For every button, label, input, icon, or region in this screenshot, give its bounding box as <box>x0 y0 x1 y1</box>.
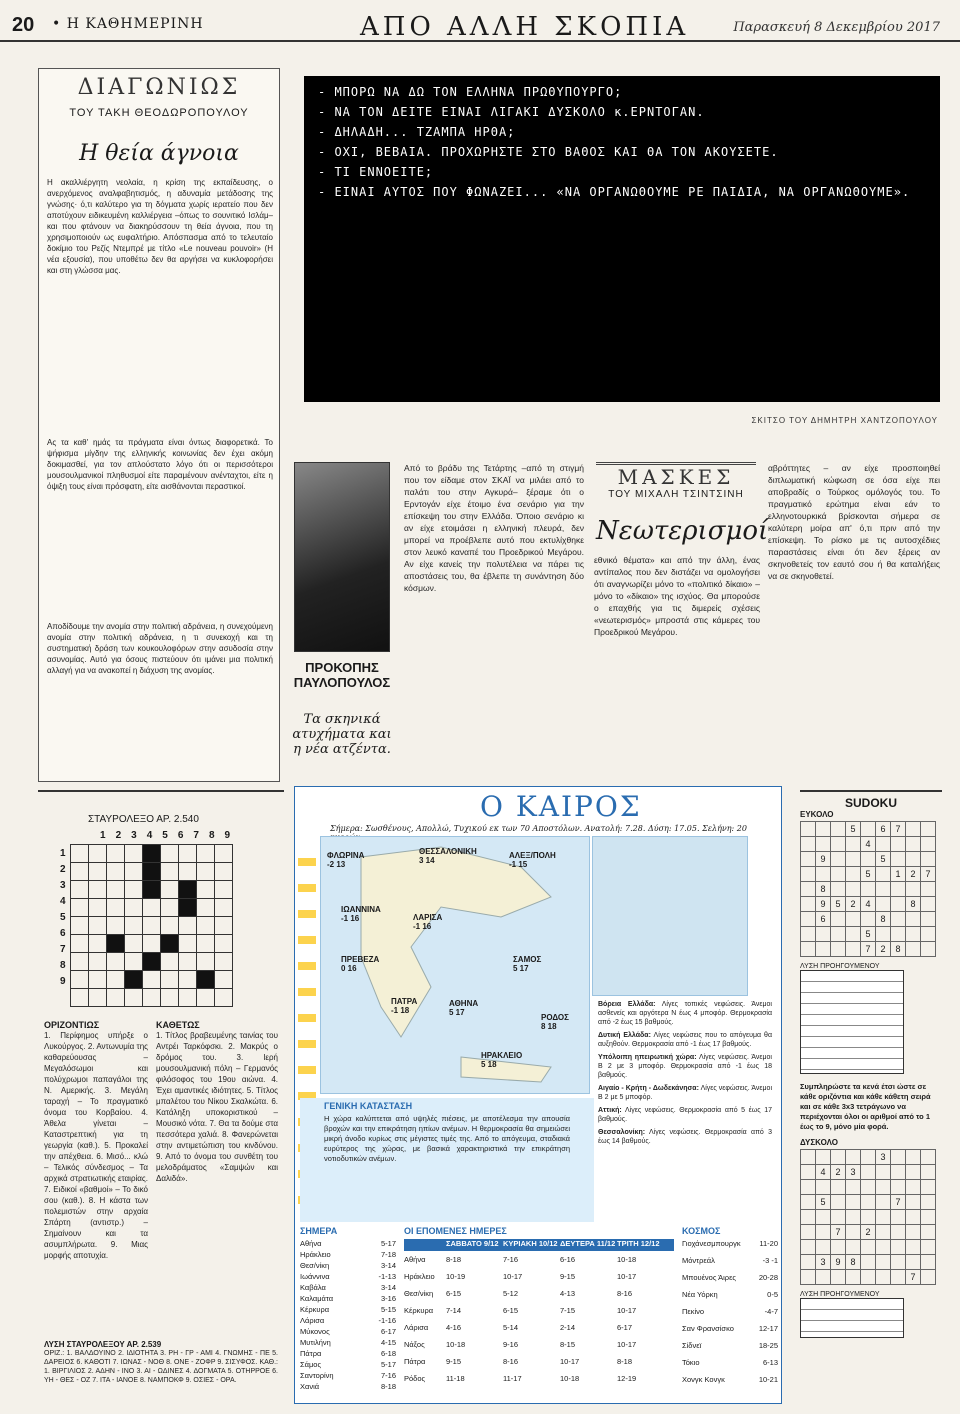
sudoku-cell[interactable] <box>816 927 831 942</box>
sudoku-cell[interactable] <box>906 942 921 957</box>
page-number: 20 <box>12 14 35 36</box>
sudoku-cell[interactable] <box>906 852 921 867</box>
sudoku-cell[interactable]: 9 <box>831 1255 846 1270</box>
sudoku-cell[interactable] <box>861 1165 876 1180</box>
sudoku-easy-label: ΕΥΚΟΛΟ <box>800 810 834 819</box>
sudoku-cell[interactable] <box>816 822 831 837</box>
col-number: 2 <box>115 830 122 841</box>
sudoku-cell[interactable] <box>891 1240 906 1255</box>
sudoku-cell[interactable] <box>801 1195 816 1210</box>
sudoku-cell[interactable] <box>846 882 861 897</box>
sudoku-cell[interactable] <box>876 1255 891 1270</box>
sudoku-cell[interactable] <box>891 897 906 912</box>
sudoku-cell[interactable] <box>831 1270 846 1285</box>
sudoku-cell[interactable] <box>891 837 906 852</box>
row-number: 8 <box>60 960 66 971</box>
sudoku-cell[interactable] <box>891 912 906 927</box>
sudoku-cell[interactable] <box>801 822 816 837</box>
sudoku-cell[interactable] <box>921 1255 936 1270</box>
sudoku-cell[interactable] <box>831 837 846 852</box>
crossword-solution <box>44 1340 278 1385</box>
col-number: 8 <box>208 830 215 841</box>
sudoku-cell[interactable]: 5 <box>831 897 846 912</box>
clues-across <box>44 1020 148 1336</box>
sudoku-cell[interactable] <box>876 1270 891 1285</box>
sudoku-cell[interactable] <box>801 852 816 867</box>
sudoku-cell[interactable]: 8 <box>816 882 831 897</box>
next-days-row: Αθήνα 8-18 7-16 6-16 10-18 <box>404 1255 637 1264</box>
sudoku-cell[interactable] <box>801 867 816 882</box>
world-heading: ΚΟΣΜΟΣ <box>682 1226 721 1236</box>
sudoku-cell[interactable] <box>831 852 846 867</box>
map-city: ΙΩΑΝΝΙΝΑ -1 16 <box>341 905 381 923</box>
sudoku-cell[interactable] <box>801 882 816 897</box>
sudoku-cell[interactable] <box>816 1225 831 1240</box>
map-city: ΑΛΕΞ/ΠΟΛΗ -1 15 <box>509 851 556 869</box>
sudoku-cell[interactable] <box>891 1180 906 1195</box>
sudoku-cell[interactable] <box>921 1270 936 1285</box>
sudoku-cell[interactable] <box>861 882 876 897</box>
sudoku-cell[interactable] <box>801 837 816 852</box>
regional-forecasts <box>598 1000 772 1220</box>
sudoku-cell[interactable] <box>831 942 846 957</box>
world-table <box>682 1226 778 1392</box>
sudoku-cell[interactable] <box>801 942 816 957</box>
sudoku-cell[interactable]: 8 <box>906 897 921 912</box>
sudoku-cell[interactable] <box>831 1195 846 1210</box>
sudoku-prev2-label: ΛΥΣΗ ΠΡΟΗΓΟΥΜΕΝΟΥ <box>800 1291 880 1298</box>
sudoku-cell[interactable] <box>921 1240 936 1255</box>
today-row: Καβάλα 3-14 <box>300 1283 396 1292</box>
next-days-row: Ρόδος 11-18 11-17 10-18 12-19 <box>404 1374 637 1383</box>
row-number: 2 <box>60 864 66 875</box>
sudoku-cell[interactable] <box>861 912 876 927</box>
sudoku-cell[interactable] <box>876 1180 891 1195</box>
sudoku-cell[interactable]: 2 <box>846 897 861 912</box>
crossword-title: ΣΤΑΥΡΟΛΕΞΟ ΑΡ. 2.540 <box>88 814 199 825</box>
row-number: 1 <box>60 848 66 859</box>
sudoku-cell[interactable] <box>891 882 906 897</box>
sudoku-cell[interactable] <box>831 1150 846 1165</box>
column-diagonios <box>38 68 280 782</box>
sudoku-cell[interactable] <box>906 1195 921 1210</box>
sudoku-cell[interactable] <box>846 1270 861 1285</box>
sudoku-cell[interactable] <box>816 942 831 957</box>
sudoku-cell[interactable] <box>846 1180 861 1195</box>
sudoku-cell[interactable] <box>801 1255 816 1270</box>
sudoku-cell[interactable] <box>921 912 936 927</box>
sudoku-cell[interactable] <box>906 1180 921 1195</box>
today-row: Καλαμάτα 3-16 <box>300 1294 396 1303</box>
sudoku-cell[interactable] <box>876 882 891 897</box>
clues-down-text: 1. Τίτλος βραβευμένης ταινίας του Αντρέι Ταρκόφσκι. 2. Μακρύς ο δρόμος του. 3. Ιερή μουσουλμανική πόλη – Γερμανός φιλόσοφος του 19ου αιώνα. 4. Έχει αμαντικές ιδιότητες. 5. Τίτλος μπαλέτου του Νίκου Σκαλκώτα. 6. Κατάληξη υποκοριστικού – Μουσικό νότα. 7. Θα τα δούμε στα πεσσότερα χαλιά. 8. Φανερώνεται στην αντιμετώπιση του κινδύνου. 9. Από το όνομα του συνθέτη του μελοδράματος «Σαμψών και Δαλιδά». <box>156 1031 278 1183</box>
sudoku-cell[interactable] <box>801 1150 816 1165</box>
sudoku-cell[interactable] <box>801 1210 816 1225</box>
cartoon-line: - ΔΗΛΑΔΗ... ΤΖΑΜΠΑ ΗΡΘΑ; <box>318 125 516 139</box>
today-heading: ΣΗΜΕΡΑ <box>300 1226 338 1236</box>
sudoku-cell[interactable] <box>891 1255 906 1270</box>
sudoku-cell[interactable] <box>816 867 831 882</box>
sudoku-hard-grid[interactable] <box>800 1149 936 1285</box>
row-number: 5 <box>60 912 66 923</box>
sudoku-cell[interactable] <box>846 837 861 852</box>
sudoku-cell[interactable] <box>921 1180 936 1195</box>
sudoku-cell[interactable] <box>846 867 861 882</box>
map-city: ΡΟΔΟΣ 8 18 <box>541 1013 569 1031</box>
weather-title: Ο ΚΑΙΡΟΣ <box>480 790 642 823</box>
world-row: Τόκιο 6-13 <box>682 1358 778 1367</box>
sudoku-cell[interactable] <box>906 1150 921 1165</box>
sudoku-cell[interactable]: 6 <box>876 822 891 837</box>
row-number: 7 <box>60 944 66 955</box>
world-row: Σίδνεϊ 18-25 <box>682 1341 778 1350</box>
sudoku-cell[interactable] <box>891 927 906 942</box>
next-days-row: Ηράκλειο 10-19 10-17 9-15 10-17 <box>404 1272 637 1281</box>
sudoku-title: SUDOKU <box>844 796 897 810</box>
sudoku-cell[interactable]: 4 <box>861 837 876 852</box>
sudoku-cell[interactable] <box>891 1270 906 1285</box>
today-row: Λάρισα -1-16 <box>300 1316 396 1325</box>
sudoku-cell[interactable] <box>891 852 906 867</box>
col-number: 6 <box>177 830 184 841</box>
sudoku-cell[interactable] <box>801 927 816 942</box>
crossword-box <box>38 790 284 1406</box>
today-table <box>300 1226 396 1393</box>
col-number: 5 <box>162 830 168 841</box>
general-outlook-text: Η χώρα καλύπτεται από υψηλές πιέσεις, με αποτέλεσμα την απουσία βροχών και την επικράτηση ηπίων ανέμων. Η θερμοκρασία θα σημειώσει μικρή άνοδο κυρίως στις μέγιστες τιμές της. Από το απόγευμα, σταδιακά ευρύτερος της χώρας, με βασικά χαρακτηριστικά την επικράτηση νοτιοδυτικών ανέμων. <box>324 1114 570 1163</box>
solution-text: ΟΡΙΖ.: 1. ΒΑΛΔΟΥΙΝΟ 2. ΙΔΙΟΤΗΤΑ 3. ΡΗ - ΓΡ - ΑΜΙ 4. ΓΝΩΜΗΣ - ΠΕ 5. ΔΑΡΕΙΟΣ 6. ΚΑΘΟΤΙ 7. ΙΩΝΑΣ - ΝΟΘ 8. ΟΝΕ - ΖΟΦΡ 9. ΣΙΣΥΦΟΣ. ΚΑΘ.: 1. ΒΙΡΓΙΛΙΟΣ 2. ΑΔΗΝ - ΙΝΟ 3. ΑΙ - ΩΔΙΝΕΣ 4. ΔΟΓΜΑΤΑ 5. ΟΤΗΡΡΟΕ 6. ΥΗ - ΘΕΣ - ΟΖ 7. ΙΤΑ - ΙΑΝΟΕ 8. ΝΑΜΠΟΚΦ 9. ΟΣΙΕΣ - ΟΡΑ. <box>44 1350 278 1384</box>
sudoku-cell[interactable] <box>801 1180 816 1195</box>
regional-forecast: Αττική: Λίγες νεφώσεις. Θερμοκρασία από 5 έως 17 βαθμούς. <box>598 1107 772 1123</box>
col-number: 1 <box>100 830 106 841</box>
sudoku-cell[interactable] <box>861 1150 876 1165</box>
sudoku-cell[interactable]: 5 <box>876 852 891 867</box>
article-paragraph: Αποδίδουμε την ανομία στην πολιτική αδράνεια, η συνεχούμενη ανομία στην πολιτική αδράνεια, η τι συνεκοχή και τη συστηματική δράση των κουκουλοφόρων στην ασυδοσία στην ασυνομίας. Αυτό για όσους πιστεύουν ότι ιμάνει μια πολιτική αλλαγή για να ανακοπεί η διάχυση της ανομίας. <box>47 622 273 675</box>
sudoku-cell[interactable] <box>816 1270 831 1285</box>
map-city: ΠΡΕΒΕΖΑ 0 16 <box>341 955 380 973</box>
sudoku-cell[interactable]: 5 <box>861 927 876 942</box>
profile-name <box>292 660 392 690</box>
sudoku-cell[interactable] <box>906 1240 921 1255</box>
sudoku-cell[interactable] <box>906 912 921 927</box>
sudoku-cell[interactable] <box>906 882 921 897</box>
sudoku-cell[interactable] <box>861 1255 876 1270</box>
sudoku-cell[interactable] <box>876 927 891 942</box>
sudoku-rule: Συμπληρώστε τα κενά έτσι ώστε σε κάθε οριζόντια και κάθε κάθετη σειρά και σε κάθε 3x3 τετράγωνο να περιέχονται όλοι οι αριθμοί από το 1 έως το 9, μόνο μία φορά. <box>800 1082 931 1131</box>
sudoku-cell[interactable] <box>846 912 861 927</box>
sudoku-cell[interactable] <box>906 822 921 837</box>
general-outlook-heading: ΓΕΝΙΚΗ ΚΑΤΑΣΤΑΣΗ <box>324 1101 413 1111</box>
sudoku-cell[interactable]: 9 <box>816 897 831 912</box>
sudoku-cell[interactable] <box>921 1165 936 1180</box>
sudoku-cell[interactable] <box>891 1165 906 1180</box>
next-days-row: Θεσ/νίκη 6-15 5-12 4-13 8-16 <box>404 1289 633 1298</box>
sudoku-cell[interactable] <box>921 897 936 912</box>
sudoku-cell[interactable] <box>906 1255 921 1270</box>
sudoku-cell[interactable] <box>876 1165 891 1180</box>
sudoku-prev-label: ΛΥΣΗ ΠΡΟΗΓΟΥΜΕΝΟΥ <box>800 963 880 970</box>
weather-today-info: Σήμερα: Σωσθένους, Απολλώ, Τυχικού εκ των 70 Αποστόλων. Ανατολή: 7.28. Δύση: 17.05. Σελήνη: 20 <box>330 824 747 833</box>
sudoku-cell[interactable] <box>921 942 936 957</box>
profile-subtitle: Τα σκηνικά ατυχήματα και η νέα ατζέντα. <box>292 712 392 757</box>
world-row: Σαν Φρανσίσκο 12-17 <box>682 1324 778 1333</box>
world-row: Χονγκ Κονγκ 10-21 <box>682 1375 778 1384</box>
sudoku-cell[interactable] <box>876 1240 891 1255</box>
sudoku-cell[interactable] <box>861 822 876 837</box>
cartoon-line: - ΟΧΙ, ΒΕΒΑΙΑ. ΠΡΟΧΩΡΗΣΤΕ ΣΤΟ ΒΑΘΟΣ ΚΑΙ ΘΑ ΤΟΝ ΑΚΟΥΣΕΤΕ. <box>318 145 779 159</box>
next-days-row: Κέρκυρα 7-14 6-15 7-15 10-17 <box>404 1306 637 1315</box>
next-days-row: Λάρισα 4-16 5-14 2-14 6-17 <box>404 1323 633 1332</box>
section-title: ΑΠΟ ΑΛΛΗ ΣΚΟΠΙΑ <box>360 12 690 42</box>
sudoku-cell[interactable] <box>906 837 921 852</box>
map-city: ΛΑΡΙΣΑ -1 16 <box>413 913 443 931</box>
sudoku-cell[interactable]: 7 <box>921 867 936 882</box>
map-city: ΗΡΑΚΛΕΙΟ 5 18 <box>481 1051 523 1069</box>
sudoku-cell[interactable] <box>921 822 936 837</box>
today-row: Ηράκλειο 7-18 <box>300 1250 396 1259</box>
sudoku-cell[interactable] <box>801 897 816 912</box>
today-row: Ιωάννινα -1-13 <box>300 1272 396 1281</box>
map-city: ΣΑΜΟΣ 5 17 <box>513 955 542 973</box>
sudoku-cell[interactable]: 7 <box>891 1195 906 1210</box>
next-days-row: Πάτρα 9-15 8-16 10-17 8-18 <box>404 1357 633 1366</box>
sudoku-cell[interactable] <box>816 1150 831 1165</box>
cartoon-line: - ΕΙΝΑΙ ΑΥΤΟΣ ΠΟΥ ΦΩΝΑΖΕΙ... «ΝΑ ΟΡΓΑΝΩΘΟΥΜΕ ΡΕ ΠΑΙΔΙΑ, ΝΑ ΟΡΓΑΝΩΘΟΥΜΕ». <box>318 185 911 199</box>
sudoku-cell[interactable] <box>891 1150 906 1165</box>
profile-name-last: ΠΑΥΛΟΠΟΥΛΟΣ <box>293 675 391 690</box>
sudoku-cell[interactable]: 3 <box>876 1150 891 1165</box>
clues-down-heading: ΚΑΘΕΤΩΣ <box>156 1020 200 1030</box>
row-number: 4 <box>60 896 66 907</box>
sudoku-cell[interactable] <box>816 1210 831 1225</box>
sudoku-prev2-grid <box>800 1298 904 1338</box>
map-city: ΑΘΗΝΑ 5 17 <box>449 999 479 1017</box>
col-number: 3 <box>131 830 137 841</box>
sudoku-cell[interactable]: 7 <box>891 822 906 837</box>
sudoku-hard-label: ΔΥΣΚΟΛΟ <box>800 1138 838 1147</box>
sudoku-cell[interactable] <box>846 1150 861 1165</box>
sudoku-cell[interactable]: 7 <box>831 1225 846 1240</box>
masks-title: Νεωτερισμοί <box>596 516 769 546</box>
cartoon-panel <box>304 76 940 402</box>
sudoku-cell[interactable] <box>921 1150 936 1165</box>
sudoku-cell[interactable] <box>831 1240 846 1255</box>
cartoon-line: - ΤΙ ΕΝΝΟΕΙΤΕ; <box>318 165 434 179</box>
crossword-col-numbers <box>100 830 230 841</box>
sudoku-cell[interactable]: 8 <box>846 1255 861 1270</box>
regional-forecast: Αιγαίο - Κρήτη - Δωδεκάνησα: Λίγες νεφώσεις. Άνεμοι Β 2 με 5 μποφόρ. <box>598 1085 772 1101</box>
crossword-row-numbers <box>60 848 66 987</box>
sudoku-cell[interactable] <box>831 882 846 897</box>
sudoku-cell[interactable] <box>861 1240 876 1255</box>
sudoku-cell[interactable] <box>861 1270 876 1285</box>
row-number: 9 <box>60 976 66 987</box>
sudoku-cell[interactable] <box>831 912 846 927</box>
sudoku-cell[interactable] <box>861 1195 876 1210</box>
sudoku-cell[interactable]: 5 <box>816 1195 831 1210</box>
next-days-heading: ΟΙ ΕΠΟΜΕΝΕΣ ΗΜΕΡΕΣ <box>404 1226 507 1236</box>
newspaper-name: • Η ΚΑΘΗΜΕΡΙΝΗ <box>52 16 204 32</box>
col-number: 4 <box>146 830 153 841</box>
regional-forecast: Υπόλοιπη ηπειρωτική χώρα: Λίγες νεφώσεις. Άνεμοι Β 2 με 3 μποφόρ. Θερμοκρασία από -1 έως 18 βαθμούς. <box>598 1054 772 1079</box>
masks-text: αβρόττητες – αν είχε προσποιηθεί διπλωματική κώφωση σε όσα είχε πει αποβραδίς ο Τούρκος ομόλογός του. Το πραγματικό ερώτημα είναι εάν το ελληνοτουρκικά βρίσκονται σήμερα σε καλύτερη μοίρα απ' ό,τι πριν από την επίσκεψη. Το ρίσκο με τις αυτοσχέδιες παραστάσεις είναι ότι δεν ξέρεις αν σκηνοθετείς τον εαυτό σου ή θα καταλήξεις να σε σκηνοθετεί. <box>768 463 940 581</box>
next-days-header-row: ΣΑΒΒΑΤΟ 9/12 ΚΥΡΙΑΚΗ 10/12 ΔΕΥΤΕΡΑ 11/12 ΤΡΙΤΗ 12/12 <box>404 1239 674 1251</box>
cartoon-line: - ΜΠΟΡΩ ΝΑ ΔΩ ΤΟΝ ΕΛΛΗΝΑ ΠΡΩΘΥΠΟΥΡΓΟ; <box>318 85 623 99</box>
sudoku-cell[interactable] <box>861 852 876 867</box>
crossword-grid[interactable] <box>70 844 233 1007</box>
cartoon-credit: ΣΚΙΤΣΟ ΤΟΥ ΔΗΜΗΤΡΗ ΧΑΝΤΖΟΠΟΥΛΟΥ <box>751 416 938 425</box>
article-title: Η θεία άγνοια <box>79 141 239 166</box>
today-row: Μύκονος 6-17 <box>300 1327 396 1336</box>
article-paragraph: Ας τα καθ' ημάς τα πράγματα είναι όντως διαφορετικά. Το ψήφισμα μίγδην της ελληνικής κοινωνίας δεν έχει ακόμη δοκιμασθεί, για τον απλούστατο λόγο ότι οι περισσότεροι μουσουλμανικοί πληθυσμοί είτε παραμένουν ανένταχτοι, είτε η όψιξη τους είναι πρόσφατη, είτε αισθάνονται περαστικοί. <box>47 438 273 491</box>
sudoku-cell[interactable] <box>831 927 846 942</box>
world-row: Πεκίνο -4-7 <box>682 1307 778 1316</box>
sudoku-cell[interactable] <box>801 1225 816 1240</box>
sudoku-cell[interactable]: 4 <box>816 1165 831 1180</box>
sudoku-cell[interactable] <box>876 1195 891 1210</box>
sudoku-cell[interactable] <box>921 882 936 897</box>
europe-map <box>592 836 748 996</box>
sudoku-cell[interactable] <box>861 1180 876 1195</box>
clues-across-text: 1. Περίφημος υπήρξε ο Λυκούργος. 2. Αντωνυμία της καθαρεύουσας – Μεγαλόσωμοι και πολύχρωμοι παπαγάλοι της Ν. Αμερικής. 3. Μεγάλη ταραχή – Το πραγματικό όνομα του Κορβαίου. 4. Άθελα γίνεται – Καταστρεπτική για τη γεωργία (καθ.). 5. Προκαλεί την απέχθεια. 6. Μισό... κλώ – Τελικός σύνδεσμος – Τα αρχικά στρατιωτικής εταιρίας. 7. Ειδικοί «βαθμοί» – Το δικό σου (καθ.). 8. Η κάστα των πολεμιστών στην αρχαία Σπάρτη (αντιστρ.) – Σημαίνουν και τα ασυμπλήρωτα. 9. Μιας μορφής αποτυχία. <box>44 1031 148 1260</box>
sudoku-cell[interactable]: 1 <box>891 867 906 882</box>
general-outlook <box>300 1098 594 1222</box>
greece-map <box>320 836 590 1094</box>
today-row: Χανιά 8-18 <box>300 1382 396 1391</box>
row-number: 3 <box>60 880 66 891</box>
sudoku-cell[interactable] <box>831 1210 846 1225</box>
sudoku-cell[interactable] <box>921 1195 936 1210</box>
sudoku-cell[interactable]: 5 <box>846 822 861 837</box>
masks-kicker: ΜΑΣΚΕΣ <box>617 465 735 489</box>
map-city: ΘΕΣΣΑΛΟΝΙΚΗ 3 14 <box>419 847 477 865</box>
sudoku-cell[interactable] <box>831 1180 846 1195</box>
sudoku-cell[interactable] <box>921 1225 936 1240</box>
sudoku-cell[interactable] <box>906 1210 921 1225</box>
sudoku-cell[interactable] <box>816 1240 831 1255</box>
sudoku-cell[interactable] <box>906 1225 921 1240</box>
sudoku-cell[interactable] <box>876 1225 891 1240</box>
sudoku-cell[interactable] <box>801 912 816 927</box>
column-byline: ΤΟΥ ΤΑΚΗ ΘΕΟΔΩΡΟΠΟΥΛΟΥ <box>69 107 249 119</box>
regional-forecast: Δυτική Ελλάδα: Λίγες νεφώσεις που το απόγευμα θα αυξηθούν. Θερμοκρασία από -1 έως 17 βαθμούς. <box>598 1032 772 1048</box>
clues-across-heading: ΟΡΙΖΟΝΤΙΩΣ <box>44 1020 100 1030</box>
today-row: Πάτρα 6-18 <box>300 1349 396 1358</box>
sudoku-cell[interactable] <box>846 927 861 942</box>
article-paragraph: Η ακαλλιέργητη νεολαία, η κρίση της εκπαίδευσης, ο ανερχόμενος αναλφαβητισμός, η αδυναμία μετάδοσης της γνώσης· ό,τι καλύτερο για τη δόγματα χωρίς ιερατείο που δεν αποτύχουν ειδικευμένη καλλιέργεια –όπως το σουνιτικό Ισλάμ– και που φτάνουν να διακηρύσσουν τη θεία άγνοια, που τη χρησιμοποιούν ως ευφαλτήριο. Απόσπασμα από το τελευταίο δοκίμιο του Ρεζίς Ντεμπρέ με τίτλο «Le nouveau pouvoir» (Η νέα εξουσία), που υποθέτω δεν θα αργήσει να κυκλοφορήσει και στη γλώσσα μας. <box>47 178 273 275</box>
sudoku-cell[interactable]: 2 <box>906 867 921 882</box>
sudoku-cell[interactable]: 2 <box>876 942 891 957</box>
masks-header <box>596 462 756 512</box>
today-row: Σάμος 5-17 <box>300 1360 396 1369</box>
sudoku-cell[interactable] <box>846 1225 861 1240</box>
sudoku-cell[interactable] <box>846 942 861 957</box>
sudoku-cell[interactable]: 8 <box>891 942 906 957</box>
sudoku-cell[interactable] <box>801 1240 816 1255</box>
cartoon-line: - ΝΑ ΤΟΝ ΔΕΙΤΕ ΕΙΝΑΙ ΛΙΓΑΚΙ ΔΥΣΚΟΛΟ κ.ΕΡΝΤΟΓΑΝ. <box>318 105 705 119</box>
today-row: Αθήνα 5-17 <box>300 1239 396 1248</box>
masks-text: εθνικό θέματα» και από την άλλη, ένας αντίπαλος που δεν διστάζει να ομολογήσει ότι αναγνωρίζει μόνο το «πολιτικό δίκαιο» – μόνο το «δίκαιο» της ισχύος. Θα μπορούσε ο επαχθής για τις διμερείς σχέσεις «νεωτερισμός» μπροστά στις κάμερες του Προεδρικού Μεγάρου. <box>594 555 760 637</box>
sudoku-cell[interactable] <box>876 837 891 852</box>
portrait-photo <box>294 462 390 652</box>
world-row: Γιοχάνεσμπουργκ 11-20 <box>682 1239 778 1248</box>
sudoku-cell[interactable]: 4 <box>861 897 876 912</box>
issue-date: Παρασκευή 8 Δεκεμβρίου 2017 <box>733 20 940 35</box>
sudoku-cell[interactable] <box>921 852 936 867</box>
sudoku-cell[interactable] <box>801 1270 816 1285</box>
column-kicker: ΔΙΑΓΩΝΙΩΣ <box>77 75 241 100</box>
sudoku-cell[interactable]: 5 <box>861 867 876 882</box>
sudoku-cell[interactable] <box>876 1210 891 1225</box>
map-city: ΦΛΩΡΙΝΑ -2 13 <box>327 851 365 869</box>
profile-article-text: Από το βράδυ της Τετάρτης –από τη στιγμή που τον είδαμε στον ΣΚΑΪ να μιλάει από το παλάτι του στην Αγκυρά– ξέραμε ότι ο Ερντογάν είχε έτοιμο ένα σενάριο για την επίσκεψη του στην Ελλάδα. Όποιο σενάριο κι αν είχε ετοιμάσει η ελληνική πλευρά, δεν μπορεί να προέβλεπε αυτό που εκτυλίχθηκε στον λευκό καναπέ του Προεδρικού Μεγάρου. Αν είχε κανείς την πολυτέλεια να πάρει τις αποστάσεις του, θα έβλεπε τη συνάντηση δύο κόσμων. <box>404 463 584 593</box>
sudoku-cell[interactable] <box>846 1210 861 1225</box>
sudoku-box <box>800 790 942 1406</box>
col-number: 7 <box>193 830 199 841</box>
sudoku-cell[interactable]: 8 <box>876 912 891 927</box>
sudoku-cell[interactable] <box>891 1210 906 1225</box>
sudoku-cell[interactable]: 9 <box>816 852 831 867</box>
sudoku-cell[interactable] <box>831 867 846 882</box>
sudoku-cell[interactable] <box>861 1210 876 1225</box>
col-number: 9 <box>224 830 231 841</box>
masks-byline: ΤΟΥ ΜΙΧΑΛΗ ΤΣΙΝΤΣΙΝΗ <box>608 489 744 500</box>
today-row: Θεσ/νίκη 3-14 <box>300 1261 396 1270</box>
today-row: Κέρκυρα 5-15 <box>300 1305 396 1314</box>
sudoku-cell[interactable]: 2 <box>831 1165 846 1180</box>
sudoku-cell[interactable] <box>921 1210 936 1225</box>
sudoku-cell[interactable] <box>801 1165 816 1180</box>
clues-down <box>156 1020 278 1336</box>
sudoku-cell[interactable] <box>876 867 891 882</box>
regional-forecast: Βόρεια Ελλάδα: Λίγες τοπικές νεφώσεις. Άνεμοι ασθενείς και αργότερα Ν έως 4 μποφόρ. Θερμοκρασία από -2 έως 15 βαθμούς. <box>598 1001 772 1026</box>
sudoku-cell[interactable]: 6 <box>816 912 831 927</box>
sudoku-cell[interactable] <box>846 852 861 867</box>
regional-forecast: Θεσσαλονίκη: Λίγες νεφώσεις. Θερμοκρασία από 3 έως 14 βαθμούς. <box>598 1129 772 1145</box>
sudoku-prev-grid <box>800 970 904 1074</box>
sudoku-cell[interactable] <box>816 837 831 852</box>
sudoku-cell[interactable]: 3 <box>846 1165 861 1180</box>
next-days-table <box>404 1226 674 1387</box>
sudoku-easy-grid[interactable] <box>800 821 936 957</box>
next-days-row: Νάξος 10-18 9-16 8-15 10-17 <box>404 1340 637 1349</box>
world-row: Μπουένος Άιρες 20-28 <box>682 1273 778 1282</box>
map-city: ΠΑΤΡΑ -1 18 <box>391 997 418 1015</box>
sudoku-cell[interactable] <box>831 822 846 837</box>
today-row: Σαντορίνη 7-16 <box>300 1371 396 1380</box>
world-row: Νέα Υόρκη 0-5 <box>682 1290 778 1299</box>
sudoku-cell[interactable] <box>921 837 936 852</box>
sudoku-cell[interactable] <box>906 1165 921 1180</box>
world-row: Μόντρεάλ -3 -1 <box>682 1256 778 1265</box>
sudoku-cell[interactable]: 2 <box>861 1225 876 1240</box>
sudoku-cell[interactable] <box>906 927 921 942</box>
sudoku-cell[interactable] <box>891 1225 906 1240</box>
sudoku-cell[interactable] <box>876 897 891 912</box>
today-row: Μυτιλήνη 4-15 <box>300 1338 396 1347</box>
profile-name-first: ΠΡΟΚΟΠΗΣ <box>305 660 379 675</box>
row-number: 6 <box>60 928 66 939</box>
sudoku-cell[interactable]: 7 <box>861 942 876 957</box>
sudoku-cell[interactable]: 7 <box>906 1270 921 1285</box>
sudoku-cell[interactable]: 3 <box>816 1255 831 1270</box>
solution-heading: ΛΥΣΗ ΣΤΑΥΡΟΛΕΞΟΥ ΑΡ. 2.539 <box>44 1340 162 1349</box>
sudoku-cell[interactable] <box>816 1180 831 1195</box>
sudoku-cell[interactable] <box>846 1240 861 1255</box>
sudoku-cell[interactable] <box>921 927 936 942</box>
sudoku-cell[interactable] <box>846 1195 861 1210</box>
